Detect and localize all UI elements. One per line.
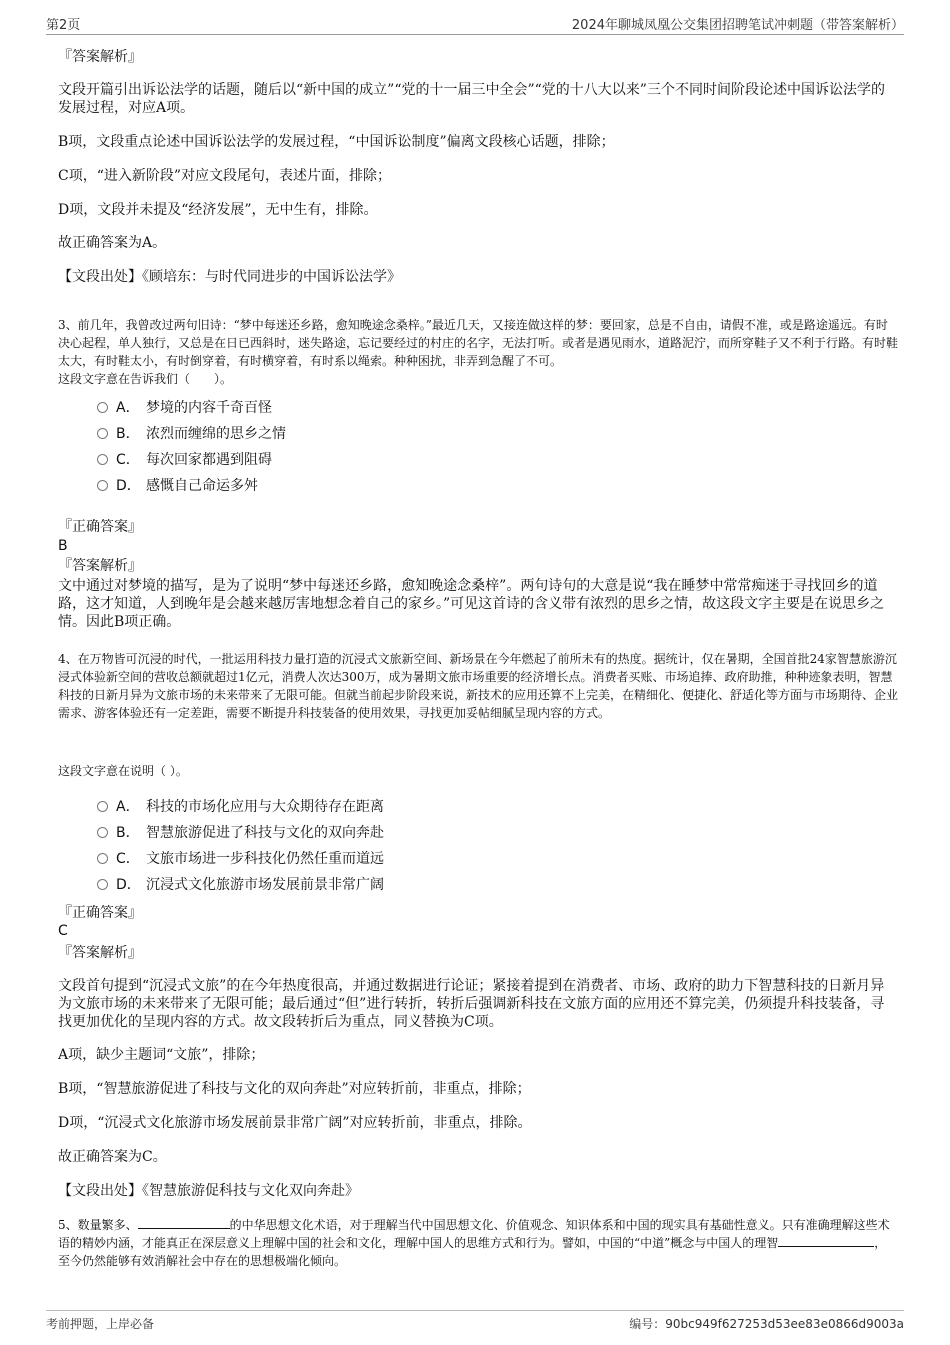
q4-source: 【文段出处】《智慧旅游促科技与文化双向奔赴》 (58, 1183, 359, 1199)
q3-analysis-label: 『答案解析』 (58, 558, 142, 574)
q4-option-c[interactable]: C． 文旅市场进一步科技化仍然任重而道远 (97, 849, 384, 869)
document-title: 2024年聊城凤凰公交集团招聘笔试冲刺题（带答案解析） (571, 18, 904, 33)
q3-prompt: 这段文字意在告诉我们（ ）。 (58, 372, 233, 386)
page-number: 第2页 (46, 18, 81, 33)
q3-analysis: 文中通过对梦境的描写，是为了说明“梦中每迷还乡路，愈知晚途念桑梓”。两句诗句的大意是说“我在睡梦中常常痴迷于寻找回乡的道路，这才知道，人到晚年是会越来越厉害地想念着自己的家乡。”可见这首诗的含义带有浓烈的思乡之情，故这段文字主要是在说思乡之情。因此B项正确。 (58, 578, 885, 630)
q2-source: 【文段出处】《顾培东：与时代同进步的中国诉讼法学》 (58, 269, 401, 285)
document-code: 编号：90bc949f627253d53ee83e0866d9003a (629, 1317, 904, 1331)
q4-option-d[interactable]: D． 沉浸式文化旅游市场发展前景非常广阔 (97, 875, 384, 895)
q2-option-b-analysis: B项，文段重点论述中国诉讼法学的发展过程，“中国诉讼制度”偏离文段核心话题，排除； (58, 134, 615, 150)
q3-option-a[interactable]: A． 梦境的内容千奇百怪 (97, 398, 272, 418)
q4-answer-label: 『正确答案』 (58, 905, 142, 921)
radio-button[interactable] (97, 879, 108, 890)
footer-slogan: 考前押题，上岸必备 (46, 1317, 155, 1331)
q3-answer: B (58, 538, 68, 554)
q2-option-d-analysis: D项，文段并未提及“经济发展”，无中生有，排除。 (58, 202, 378, 218)
q4-analysis-para: 文段首句提到“沉浸式文旅”的在今年热度很高，并通过数据进行论证；紧接着提到在消费者、市场、政府的助力下智慧科技的日新月异为文旅市场的未来带来了无限可能；最后通过“但”进行转折，转折后强调新科技在文旅方面的应用还不算完美，仍须提升科技装备，寻找更加优化的呈现内容的方式。故文段转折后为重点，同义替换为C项。 (58, 978, 885, 1030)
radio-button[interactable] (97, 402, 108, 413)
radio-button[interactable] (97, 853, 108, 864)
q4-conclusion: 故正确答案为C。 (58, 1149, 167, 1165)
q4-stem: 4、在万物皆可沉浸的时代，一批运用科技力量打造的沉浸式文旅新空间、新场景在今年燃起了前所未有的热度。据统计，仅在暑期，全国首批24家智慧旅游沉浸式体验新空间的营收总额就超过1亿元，消费人次达300万，成为暑期文旅市场重要的经济增长点。消费者买账、市场追捧、政府助推，种种迹象表明，智慧科技的日新月异为文旅市场的未来带来了无限可能。但就当前起步阶段来说，新技术的应用还算不上完美，在精细化、便捷化、舒适化等方面与市场期待、企业需求、游客体验还有一定差距，需要不断提升科技装备的使用效果，寻找更加妥帖细腻呈现内容的方式。 (58, 652, 899, 720)
blank-line (138, 1216, 230, 1229)
page-header (46, 14, 904, 35)
radio-button[interactable] (97, 480, 108, 491)
page-footer (46, 1310, 904, 1333)
q3-stem: 3、前几年，我曾改过两句旧诗：“梦中每迷还乡路，愈知晚途念桑梓。”最近几天，又接连做这样的梦：要回家，总是不自由，请假不准，或是路途遥远。有时决心起程，单人独行，又总是在日已西斜时，迷失路途，忘记要经过的村庄的名字，无法打听。或者是遇见雨水，道路泥泞，而所穿鞋子又不利于行路。有时鞋太大，有时鞋太小，有时倒穿着，有时横穿着，有时系以绳索。种种困扰，非弄到急醒了不可。 (58, 318, 899, 368)
q3-option-b[interactable]: B． 浓烈而缠绵的思乡之情 (97, 424, 286, 444)
q4-option-d-analysis: D项，“沉浸式文化旅游市场发展前景非常广阔”对应转折前，非重点，排除。 (58, 1115, 532, 1131)
q4-option-b-analysis: B项，“智慧旅游促进了科技与文化的双向奔赴”对应转折前，非重点，排除； (58, 1081, 531, 1097)
q4-option-a-analysis: A项，缺少主题词“文旅”，排除； (58, 1047, 265, 1063)
q4-prompt: 这段文字意在说明（ ）。 (58, 764, 188, 778)
q2-analysis-para: 文段开篇引出诉讼法学的话题，随后以“新中国的成立”“党的十一届三中全会”“党的十八大以来”三个不同时间阶段论述中国诉讼法学的发展过程，对应A项。 (58, 82, 885, 116)
q2-analysis-label: 『答案解析』 (58, 49, 142, 65)
q4-answer: C (58, 923, 68, 939)
q2-conclusion: 故正确答案为A。 (58, 235, 167, 251)
radio-button[interactable] (97, 827, 108, 838)
q4-option-a[interactable]: A． 科技的市场化应用与大众期待存在距离 (97, 797, 384, 817)
radio-button[interactable] (97, 454, 108, 465)
q5-stem: 5、数量繁多、 的中华思想文化术语，对于理解当代中国思想文化、价值观念、知识体系和中国的现实具有基础性意义。只有准确理解这些术语的精妙内涵，才能真正在深层意义上理解中国的社会和文化，理解中国人的思维方式和行为。譬如，中国的“中道”概念与中国人的理智 ，至今仍然能够有效消解社会中存在的思想极端化倾向。 (58, 1218, 890, 1268)
q4-analysis-label: 『答案解析』 (58, 945, 142, 961)
q4-option-b[interactable]: B． 智慧旅游促进了科技与文化的双向奔赴 (97, 823, 384, 843)
q2-option-c-analysis: C项，“进入新阶段”对应文段尾句，表述片面，排除； (58, 168, 392, 184)
radio-button[interactable] (97, 428, 108, 439)
q3-option-d[interactable]: D． 感慨自己命运多舛 (97, 476, 258, 496)
q3-option-c[interactable]: C． 每次回家都遇到阻碍 (97, 450, 272, 470)
q3-answer-label: 『正确答案』 (58, 519, 142, 535)
blank-line (778, 1234, 874, 1247)
radio-button[interactable] (97, 801, 108, 812)
